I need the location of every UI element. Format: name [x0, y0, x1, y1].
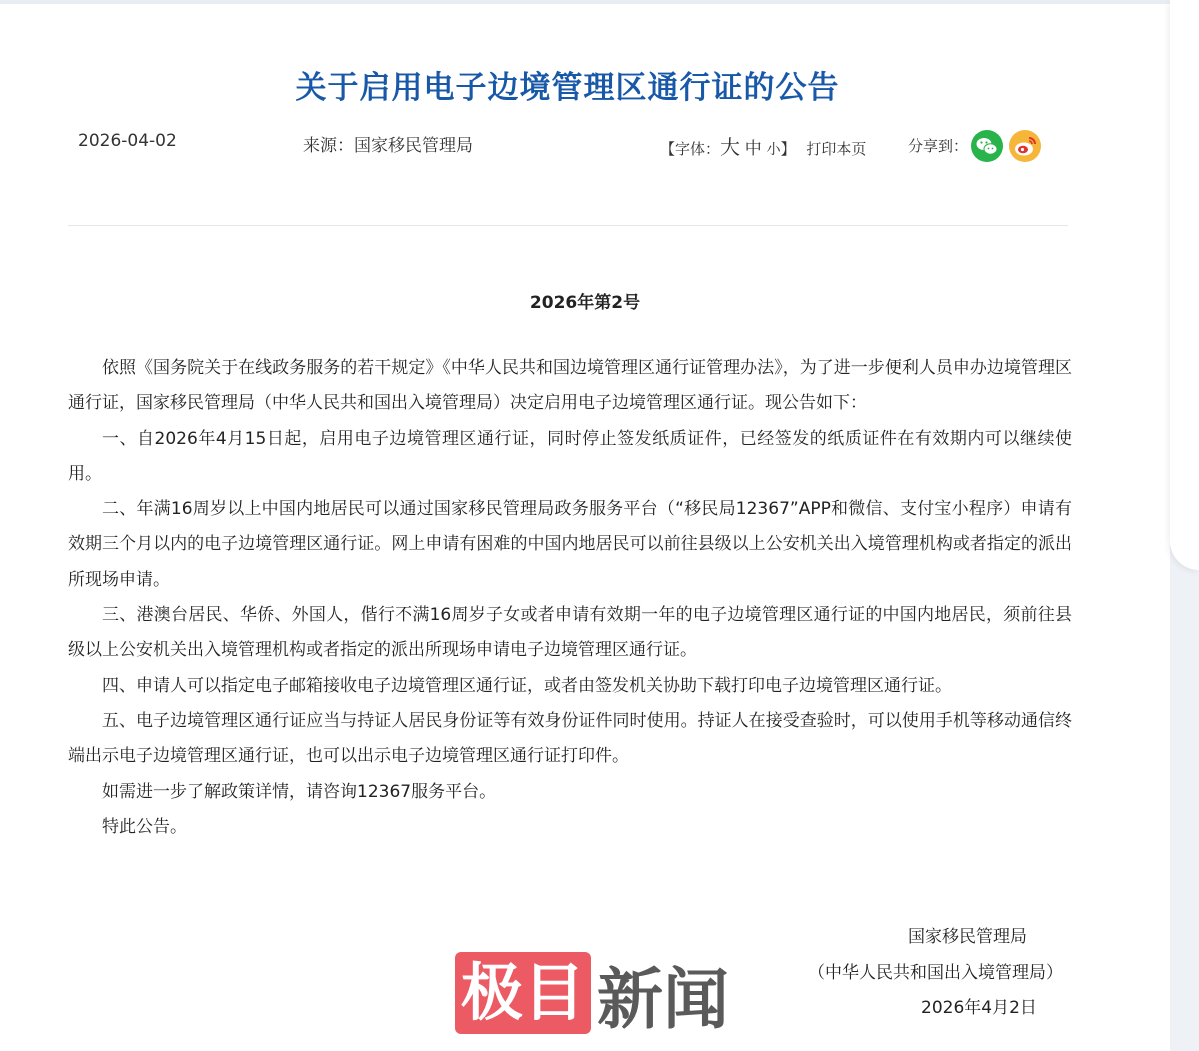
font-small-button[interactable]: 小: [766, 142, 781, 158]
watermark-logo: [455, 950, 729, 1036]
font-label-close: 】: [780, 140, 796, 158]
paragraph: 特此公告。: [102, 816, 187, 837]
watermark-box-text: 极目: [455, 952, 591, 1034]
paragraph: 四、申请人可以指定电子邮箱接收电子边境管理区通行证，或者由签发机关协助下载打印电子边境管理区通行证。: [102, 675, 952, 696]
document-number: 2026年第2号: [529, 293, 641, 313]
paragraph: 三、港澳台居民、华侨、外国人，偕行不满16周岁子女或者申请有效期一年的电子边境管理区通行证的中国内地居民，须前往县级以上公安机关出入境管理机构或者指定的派出所现场申请电子边境管理区通行证。: [68, 605, 1072, 661]
side-panel: [1170, 0, 1199, 570]
paragraph: 一、自2026年4月15日起，启用电子边境管理区通行证，同时停止签发纸质证件，已经签发的纸质证件在有效期内可以继续使用。: [68, 428, 1072, 484]
font-size-tools: [660, 131, 866, 160]
signature-org-alt: （中华人民共和国出入境管理局）: [808, 963, 1063, 983]
header-divider: [68, 225, 1068, 226]
weibo-icon[interactable]: [1009, 130, 1041, 162]
announcement-body: [68, 351, 1072, 845]
print-button[interactable]: 打印本页: [806, 140, 867, 158]
paragraph: 五、电子边境管理区通行证应当与持证人居民身份证等有效身份证件同时使用。持证人在接受查验时，可以使用手机等移动通信终端出示电子边境管理区通行证，也可以出示电子边境管理区通行证打印件。: [68, 710, 1072, 767]
share-label: 分享到：: [908, 137, 969, 155]
paragraph: 依照《国务院关于在线政务服务的若干规定》《中华人民共和国边境管理区通行证管理办法》，为了进一步便利人员申办边境管理区通行证，国家移民管理局（中华人民共和国出入境管理局）决定启用电子边境管理区通行证。现公告如下：: [68, 358, 1072, 414]
signature-org: 国家移民管理局: [908, 927, 1027, 947]
watermark-text: 新闻: [597, 959, 730, 1038]
paragraph: 二、年满16周岁以上中国内地居民可以通过国家移民管理局政务服务平台（“移民局12367”APP和微信、支付宝小程序）申请有效期三个月以内的电子边境管理区通行证。网上申请有困难的中国内地居民可以前往县级以上公安机关出入境管理机构或者指定的派出所现场申请。: [68, 499, 1072, 590]
wechat-icon[interactable]: [971, 130, 1003, 162]
signature-date: 2026年4月2日: [921, 998, 1037, 1018]
font-big-button[interactable]: 大: [720, 135, 741, 159]
publish-date: 2026-04-02: [78, 131, 177, 151]
paragraph: 如需进一步了解政策详情，请咨询12367服务平台。: [102, 781, 497, 802]
source-label: 来源：国家移民管理局: [303, 136, 473, 156]
font-label-open: 【字体：: [660, 140, 721, 158]
font-mid-button[interactable]: 中: [744, 139, 762, 159]
page-title: 关于启用电子边境管理区通行证的公告: [295, 70, 840, 106]
